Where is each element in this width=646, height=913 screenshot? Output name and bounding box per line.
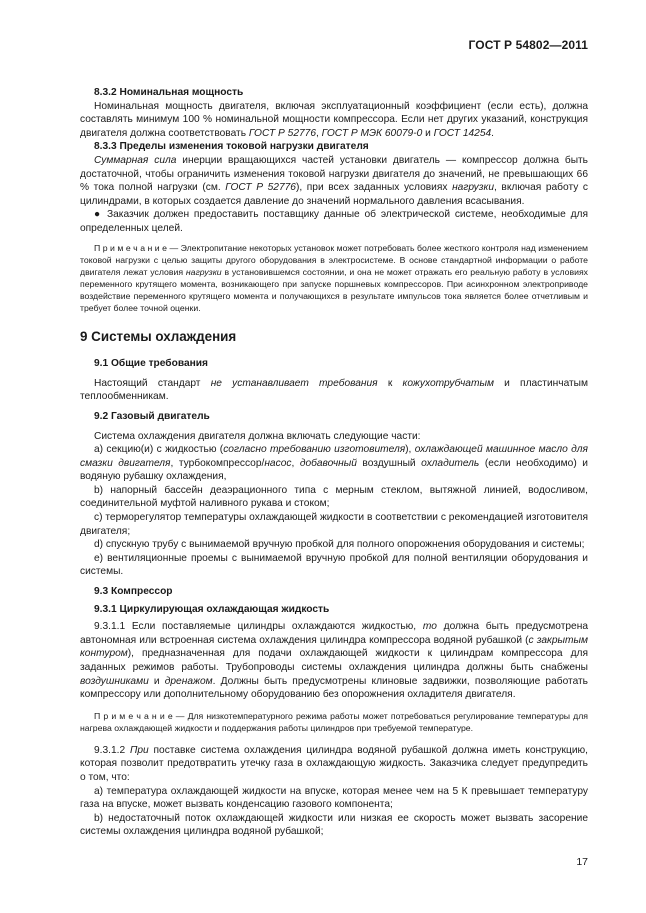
section-9-title: 9 Системы охлаждения	[80, 328, 237, 344]
section-9-3-1-title: 9.3.1 Циркулирующая охлаждающая жидкость	[94, 603, 330, 615]
section-9-3-title: 9.3 Компрессор	[94, 586, 173, 598]
section-8-3-3-bullet: ● Заказчик должен предоставить поставщику данные об электрической системе, необходимые для определенных целей.	[80, 209, 588, 234]
page-number: 17	[576, 856, 588, 868]
section-9-1-title: 9.1 Общие требования	[94, 358, 208, 370]
section-8-3-2-title: 8.3.2 Номинальная мощность	[94, 87, 244, 98]
section-9-3-1-2-item-a: а) температура охлаждающей жидкости на впуске, которая менее чем на 5 К превышает температуру газа на впуске, может вызвать конденсацию газового компонента;	[80, 785, 588, 811]
section-8-3-3-text: Суммарная сила инерции вращающихся частей установки двигатель — компрессор должна быть достаточной, чтобы ограничить изменения токовой нагрузки двигателя до значений, не превышающих 66 % тока полной нагрузки (см. ГОСТ Р 52776), при всех заданных условиях нагрузки, включая работу с цилиндрами, в которых создается давление до значений нормального давления всасывания.	[80, 154, 589, 207]
section-9-3-1-1-text: 9.3.1.1 Если поставляемые цилиндры охлаждаются жидкостью, то должна быть предусмотрена автономная или встроенная система охлаждения цилиндра компрессора водяной рубашкой (с закрытым контуром), предназначенная для подачи охлаждающей жидкости к цилиндрам компрессора для заданных режимов работы. Трубопроводы системы охлаждения цилиндра должны быть снабжены воздушниками и дренажом. Должны быть предусмотрены клиновые задвижки, позволяющие работать компрессору или дополнительному оборудованию без опорожнения охладителя двигателя.	[80, 621, 588, 701]
section-9-2-item-e: е) вентиляционные проемы с вынимаемой вручную пробкой для полной вентиляции оборудования и системы.	[80, 552, 588, 578]
section-8-3-3-title: 8.3.3 Пределы изменения токовой нагрузки двигателя	[94, 141, 369, 153]
section-9-1-text: Настоящий стандарт не устанавливает требования к кожухотрубчатым и пластинчатым теплообменникам.	[80, 377, 588, 403]
standard-header: ГОСТ Р 54802—2011	[468, 38, 588, 52]
section-9-3-1-2-text: 9.3.1.2 При поставке система охлаждения цилиндра водяной рубашкой должна иметь конструкцию, которая позволит предотвратить утечку газа в охлаждающую жидкость. Заказчика следует предупредить о том, что:	[80, 744, 588, 783]
section-9-2-item-b: b) напорный бассейн деаэрационного типа с мерным стеклом, вытяжной линией, водосливом, соединительной муфтой наливного рукава и стоком;	[80, 484, 588, 510]
section-9-2-intro: Система охлаждения двигателя должна включать следующие части:	[94, 430, 421, 442]
page-content	[80, 86, 588, 839]
section-8-3-3-note: П р и м е ч а н и е — Электропитание некоторых установок может потребовать более жесткого контроля над изменением токовой нагрузки с целью защиты другого оборудования в электросистеме. В основе стандартной информации о работе двигателя лежат условия нагрузки в установившемся состоянии, и она не может отражать его реальную работу в условиях переменного крутящего момента, возникающего при запуске поршневых компрессоров. При асинхронном электроприводе воздействие переменного крутящего момента и получающихся в результате импульсов тока является более отчетливым и требует более точной оценки.	[80, 242, 589, 313]
section-9-2-item-c: с) терморегулятор температуры охлаждающей жидкости в соответствии с рекомендацией изготовителя двигателя;	[80, 512, 588, 537]
section-9-3-1-note: П р и м е ч а н и е — Для низкотемпературного режима работы может потребоваться регулирование температуры для нагрева охлаждающей жидкости и поддержания работы цилиндров при требуемой температуре.	[80, 710, 589, 733]
section-8-3-2-text: Номинальная мощность двигателя, включая эксплуатационный коэффициент (если есть), должна составлять минимум 100 % номинальной мощности компрессора. Если нет других указаний, конструкция двигателя должна соответствовать ГОСТ Р 52776, ГОСТ Р МЭК 60079-0 и ГОСТ 14254.	[80, 100, 588, 139]
section-9-2-title: 9.2 Газовый двигатель	[94, 410, 210, 422]
section-9-3-1-2-item-b: b) недостаточный поток охлаждающей жидкости или низкая ее скорость может вызвать засорение системы охлаждения цилиндра водяной рубашкой;	[80, 812, 588, 838]
section-9-2-item-d: d) спускную трубу с вынимаемой вручную пробкой для полного опорожнения оборудования и системы;	[94, 539, 585, 551]
section-9-2-item-a: а) секцию(и) с жидкостью (согласно требованию изготовителя), охлаждающей машинное масло для смазки двигателя, турбокомпрессор/насос, добавочный воздушный охладитель (если необходимо) и водяную рубашку охлаждения,	[80, 444, 588, 483]
